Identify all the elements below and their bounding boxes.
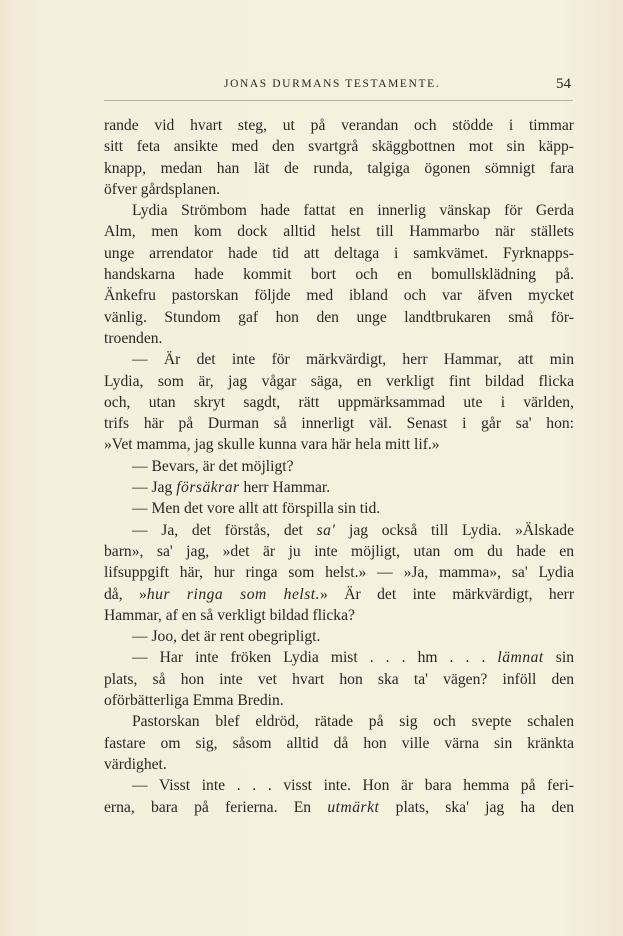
text-line: plats, så hon inte vet hvart hon ska ta' vägen? inföll den	[104, 670, 574, 688]
text-line: — Har inte fröken Lydia mist . . . hm . . . lämnat sin	[132, 649, 574, 667]
page-number: 54	[556, 76, 571, 92]
text-line: öfver gårdsplanen.	[104, 180, 221, 198]
text-line: »Vet mamma, jag skulle kunna vara här hela mitt lif.»	[104, 436, 440, 454]
text-line: Lydia Strömbom hade fattat en innerlig vänskap för Gerda	[132, 202, 574, 220]
text-line: lifsuppgift här, hur ringa som helst.» — »Ja, mamma», sa' Lydia	[104, 564, 574, 582]
page-header	[104, 76, 573, 98]
text-line: rande vid hvart steg, ut på verandan och stödde i timmar	[104, 117, 574, 134]
text-line: Änkefru pastorskan följde med ibland och var äfven mycket	[104, 287, 574, 305]
text-line: — Joo, det är rent obegripligt.	[132, 628, 321, 646]
text-line: vänlig. Stundom gaf hon den unge landtbrukaren små för-	[104, 308, 574, 326]
text-line: unge arrendator hade tid att deltaga i samkvämet. Fyrknapps-	[104, 244, 574, 262]
text-line: — Är det inte för märkvärdigt, herr Hammar, att min	[132, 351, 574, 369]
text-line: — Bevars, är det möjligt?	[132, 457, 294, 475]
text-line: sitt feta ansikte med den svartgrå skäggbottnen mot sin käpp-	[104, 138, 574, 156]
emphasis: utmärkt	[327, 798, 380, 816]
emphasis: hur ringa som helst.	[146, 585, 321, 603]
text-line: och, utan skryt sagdt, rätt uppmärksammad ute i världen,	[104, 393, 574, 411]
emphasis: sa'	[316, 521, 336, 539]
text-line: då, »hur ringa som helst.» Är det inte märkvärdigt, herr	[104, 585, 575, 603]
text-line: — Visst inte . . . visst inte. Hon är bara hemma på feri-	[132, 777, 574, 795]
text-line: Alm, men kom dock alltid helst till Hammarbo när ställets	[104, 223, 574, 241]
text-line: fastare om sig, såsom alltid då hon ville värna sin kränkta	[104, 734, 574, 752]
emphasis: försäkrar	[176, 479, 240, 497]
text-line: — Ja, det förstås, det sa' jag också till Lydia. »Älskade	[132, 521, 574, 539]
text-line: erna, bara på ferierna. En utmärkt plats, ska' jag ha den	[104, 798, 574, 816]
text-line: — Jag försäkrar herr Hammar.	[132, 479, 331, 497]
text-line: värdighet.	[104, 755, 167, 773]
running-head: JONAS DURMANS TESTAMENTE.	[224, 78, 441, 90]
text-line: knapp, medan han lät de runda, talgiga ögonen sömnigt fara	[104, 159, 574, 177]
text-line: handskarna hade kommit bort och en bomullsklädning på.	[104, 266, 574, 284]
text-line: — Men det vore allt att förspilla sin tid.	[132, 500, 381, 518]
text-line: Lydia, som är, jag vågar säga, en verkligt fint bildad flicka	[104, 372, 574, 390]
text-line: barn», sa' jag, »det är ju inte möjligt, utan om du hade en	[104, 542, 574, 560]
text-line: oförbätterliga Emma Bredin.	[104, 692, 284, 710]
text-line: Hammar, af en så verkligt bildad flicka?	[104, 606, 355, 624]
body-text	[104, 115, 574, 818]
emphasis: lämnat	[497, 649, 544, 667]
text-line: Pastorskan blef eldröd, rätade på sig och svepte schalen	[132, 713, 574, 731]
header-rule	[104, 100, 573, 101]
text-line: trifs här på Durman så innerligt väl. Senast i går sa' hon:	[104, 415, 574, 433]
text-line: troenden.	[104, 329, 163, 347]
